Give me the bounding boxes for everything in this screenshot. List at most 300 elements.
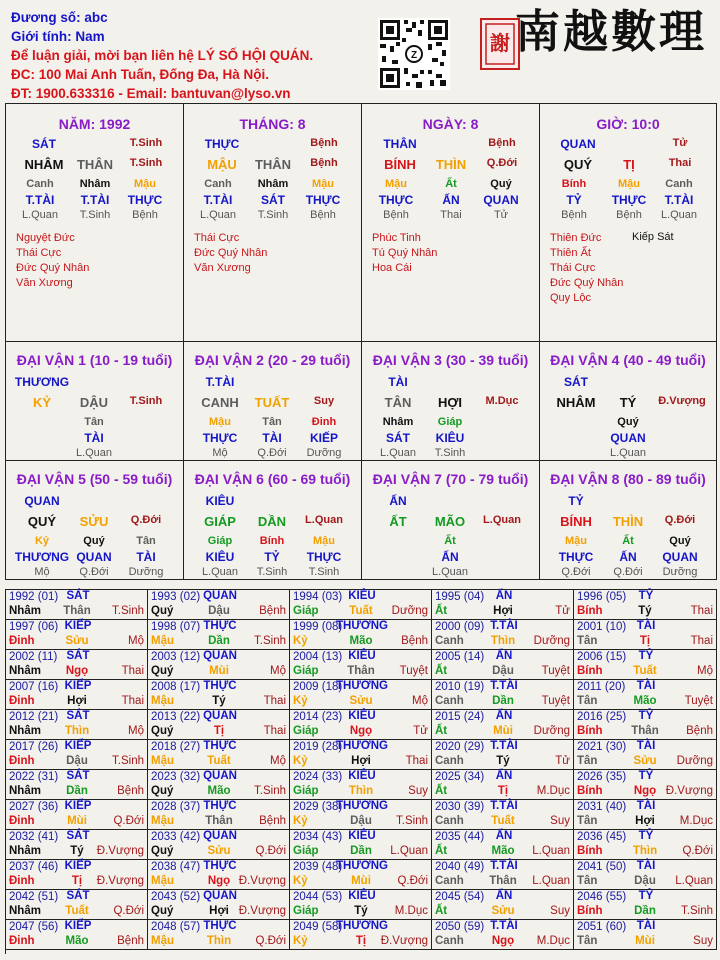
hidden-god: KIÊU xyxy=(435,431,465,445)
year-cell xyxy=(6,920,148,950)
dai-van-1 xyxy=(6,342,184,461)
hidden-stem: Ất xyxy=(622,535,634,547)
life-stage: Bệnh xyxy=(132,209,158,221)
hidden-god: SÁT xyxy=(386,431,410,445)
year-god: THỰC xyxy=(203,620,237,632)
year-cell xyxy=(574,770,717,800)
year-stage: Q.Đới xyxy=(682,845,713,857)
year-cell xyxy=(574,830,717,860)
hidden-stem: Tân xyxy=(262,416,282,428)
dai-van-stage: Q.Đới xyxy=(664,514,696,526)
dai-van-branch: HỢI xyxy=(437,395,463,410)
hidden-god: ẤN xyxy=(442,193,460,207)
year-stem: Giáp xyxy=(293,605,319,617)
year-cell xyxy=(574,920,717,950)
year-stage: M.Dục xyxy=(679,815,713,827)
star-name: Văn Xương xyxy=(16,277,73,289)
star-name: Quy Lộc xyxy=(550,292,591,304)
year-cell xyxy=(574,860,717,890)
branch-star: T.Sinh xyxy=(129,157,163,169)
year-branch: Dậu xyxy=(350,815,372,827)
year-stem: Tân xyxy=(577,815,598,827)
year-god: THỰC xyxy=(203,740,237,752)
pillar-title: NĂM: 1992 xyxy=(58,116,131,132)
year-god: TÀI xyxy=(636,800,656,812)
year-stem: Bính xyxy=(577,665,603,677)
year-stage: Thai xyxy=(263,725,286,737)
year-stage: L.Quan xyxy=(390,845,428,857)
year-branch: Thân xyxy=(63,605,91,617)
life-stage: L.Quan xyxy=(201,566,239,578)
year-stage: Dưỡng xyxy=(391,605,428,617)
year-label: 2028 (37) xyxy=(151,801,201,813)
life-stage: L.Quan xyxy=(199,209,237,221)
life-stage: Q.Đới xyxy=(561,566,591,578)
qr-center-mark: Z xyxy=(410,50,418,61)
year-branch: Mão xyxy=(65,935,89,947)
year-god: TỶ xyxy=(638,890,654,902)
year-god: SÁT xyxy=(66,710,90,722)
year-branch: Mão xyxy=(491,845,515,857)
year-stem: Canh xyxy=(435,635,464,647)
hidden-god: TỶ xyxy=(264,550,280,564)
year-stage: Mộ xyxy=(412,695,428,707)
hidden-god: T.TÀI xyxy=(664,193,694,207)
can-star: Bệnh xyxy=(488,137,516,149)
hidden-god: QUAN xyxy=(483,193,519,207)
dai-van-stem: CANH xyxy=(201,395,239,410)
hidden-stem: Nhâm xyxy=(382,416,414,428)
year-cell xyxy=(148,890,290,920)
dai-van-stem: GIÁP xyxy=(204,514,236,529)
year-label: 2050 (59) xyxy=(435,921,485,933)
life-stage: L.Quan xyxy=(379,447,417,459)
year-god: KIẾP xyxy=(64,860,92,872)
year-god: QUAN xyxy=(203,710,237,722)
year-cell xyxy=(6,890,148,920)
can-god: QUAN xyxy=(560,137,596,151)
can-god: SÁT xyxy=(32,137,56,151)
year-stem: Canh xyxy=(435,935,464,947)
year-label: 2008 (17) xyxy=(151,681,201,693)
hidden-god: QUAN xyxy=(610,431,646,445)
year-cell xyxy=(574,710,717,740)
year-stage: Đ.Vượng xyxy=(238,905,286,917)
year-label: 1994 (03) xyxy=(293,591,343,603)
hidden-god: T.TÀI xyxy=(203,193,233,207)
year-god: TÀI xyxy=(636,860,656,872)
year-god: T.TÀI xyxy=(490,740,518,752)
life-stage: L.Quan xyxy=(75,447,113,459)
year-stem: Ất xyxy=(435,785,448,797)
year-god: THƯƠNG xyxy=(336,620,388,632)
year-cell xyxy=(290,770,432,800)
year-stage: Suy xyxy=(550,815,570,827)
life-stage: L.Quan xyxy=(21,209,59,221)
year-god: THỰC xyxy=(203,860,237,872)
year-cell xyxy=(148,800,290,830)
year-label: 2042 (51) xyxy=(9,891,59,903)
year-stage: Mộ xyxy=(128,635,144,647)
year-cell xyxy=(6,800,148,830)
year-stage: Tuyệt xyxy=(541,695,570,707)
year-cell xyxy=(290,890,432,920)
life-stage: Q.Đới xyxy=(613,566,643,578)
year-cell xyxy=(574,800,717,830)
dai-van-god: TỶ xyxy=(568,494,584,508)
year-stage: Bệnh xyxy=(259,605,286,617)
year-label: 2049 (58) xyxy=(293,921,343,933)
year-cell xyxy=(574,890,717,920)
header xyxy=(0,0,720,100)
year-god: THỰC xyxy=(203,680,237,692)
year-god: TỶ xyxy=(638,830,654,842)
year-branch: Sửu xyxy=(349,695,373,707)
star-name: Nguyệt Đức xyxy=(16,232,75,244)
year-branch: Sửu xyxy=(207,845,231,857)
dai-van-stem: BÍNH xyxy=(560,514,592,529)
year-stem: Canh xyxy=(435,755,464,767)
life-stage: T.Sinh xyxy=(257,209,289,221)
year-stage: T.Sinh xyxy=(112,755,144,767)
year-stem: Ất xyxy=(435,665,448,677)
year-god: ẤN xyxy=(495,710,513,722)
year-stem: Bính xyxy=(577,845,603,857)
year-god: THƯƠNG xyxy=(336,800,388,812)
year-branch: Tị xyxy=(213,725,225,737)
dai-van-title: ĐẠI VẬN 3 (30 - 39 tuổi) xyxy=(372,352,529,368)
year-stem: Đinh xyxy=(9,935,35,947)
year-stage: Q.Đới xyxy=(255,935,286,947)
can-star: Tử xyxy=(672,137,688,149)
year-god: TỶ xyxy=(638,710,654,722)
year-cell xyxy=(432,680,574,710)
red-seal-stamp xyxy=(480,18,520,70)
dai-van-stem: QUÝ xyxy=(27,514,57,529)
hidden-god: QUAN xyxy=(662,550,698,564)
auspicious-stars xyxy=(550,231,623,306)
year-label: 1993 (02) xyxy=(151,591,201,603)
year-god: T.TÀI xyxy=(490,800,518,812)
year-branch: Thân xyxy=(347,665,375,677)
year-god: ẤN xyxy=(495,650,513,662)
year-branch: Mùi xyxy=(635,935,655,947)
life-stage: T.Sinh xyxy=(434,447,466,459)
year-cell xyxy=(432,590,574,620)
year-god: TÀI xyxy=(636,740,656,752)
year-label: 2018 (27) xyxy=(151,741,201,753)
life-stage: T.Sinh xyxy=(256,566,288,578)
pillar-hour xyxy=(540,104,717,342)
dai-van-2 xyxy=(184,342,362,461)
year-label: 2031 (40) xyxy=(577,801,627,813)
year-branch: Tị xyxy=(639,635,651,647)
year-label: 2009 (18) xyxy=(293,681,343,693)
year-branch: Dần xyxy=(350,845,372,857)
dai-van-stage: L.Quan xyxy=(305,514,343,526)
year-stage: Q.Đới xyxy=(255,845,286,857)
dai-van-stage: Đ.Vượng xyxy=(658,395,706,407)
year-stem: Ất xyxy=(435,605,448,617)
year-cell xyxy=(432,650,574,680)
year-stem: Đinh xyxy=(9,635,35,647)
year-stage: T.Sinh xyxy=(681,905,713,917)
year-stem: Bính xyxy=(577,605,603,617)
life-stage: Q.Đới xyxy=(257,447,287,459)
year-branch: Thìn xyxy=(490,635,516,647)
year-label: 1996 (05) xyxy=(577,591,627,603)
star-name: Thái Cực xyxy=(550,262,596,274)
year-stem: Giáp xyxy=(293,665,319,677)
heavenly-stem: QUÝ xyxy=(563,157,593,172)
year-stage: Dưỡng xyxy=(533,725,570,737)
year-god: SÁT xyxy=(66,830,90,842)
year-cell xyxy=(574,680,717,710)
dai-van-stem: KỶ xyxy=(32,395,52,410)
hidden-stem: Canh xyxy=(26,178,54,190)
year-label: 2002 (11) xyxy=(9,651,58,663)
year-branch: Hợi xyxy=(493,605,513,617)
can-god: THÂN xyxy=(383,137,417,151)
year-stage: Mộ xyxy=(128,725,144,737)
year-god: QUAN xyxy=(203,650,237,662)
hidden-stem: Mậu xyxy=(312,178,334,190)
hidden-god: SÁT xyxy=(261,193,285,207)
year-stem: Quý xyxy=(151,725,174,737)
hidden-god: THỰC xyxy=(558,550,594,564)
life-stage: Q.Đới xyxy=(79,566,109,578)
year-branch: Dần xyxy=(492,695,514,707)
year-stage: Suy xyxy=(693,935,713,947)
heavenly-stem: MẬU xyxy=(207,157,237,172)
year-branch: Thìn xyxy=(348,785,374,797)
hidden-stem: Nhâm xyxy=(257,178,289,190)
year-stage: Q.Đới xyxy=(397,875,428,887)
year-cell xyxy=(432,860,574,890)
year-stem: Mậu xyxy=(151,935,174,947)
year-label: 2044 (53) xyxy=(293,891,343,903)
year-branch: Ngọ xyxy=(491,935,515,947)
year-cell xyxy=(432,770,574,800)
year-cell xyxy=(6,710,148,740)
year-branch: Hợi xyxy=(209,905,229,917)
life-stage: T.Sinh xyxy=(308,566,340,578)
year-stem: Nhâm xyxy=(9,845,41,857)
hidden-stem: Giáp xyxy=(207,535,233,547)
year-label: 2039 (48) xyxy=(293,861,343,873)
hidden-god: TÀI xyxy=(262,431,282,445)
star-name: Thái Cực xyxy=(16,247,62,259)
dai-van-stem: TÂN xyxy=(384,395,412,410)
year-label: 2025 (34) xyxy=(435,771,485,783)
life-stage: Dưỡng xyxy=(306,447,342,459)
year-god: T.TÀI xyxy=(490,620,518,632)
can-star: T.Sinh xyxy=(129,137,163,149)
hidden-stem: Mậu xyxy=(618,178,640,190)
pillar-title: GIỜ: 10:0 xyxy=(596,116,660,132)
year-stage: Tử xyxy=(413,725,428,737)
year-stem: Kỷ xyxy=(293,875,308,887)
year-stem: Bính xyxy=(577,785,603,797)
year-god: THỰC xyxy=(203,800,237,812)
year-branch: Thìn xyxy=(64,725,90,737)
hidden-god: ẤN xyxy=(441,550,459,564)
year-cell xyxy=(432,710,574,740)
dai-van-title: ĐẠI VẬN 4 (40 - 49 tuổi) xyxy=(550,352,706,368)
dai-van-title: ĐẠI VẬN 7 (70 - 79 tuổi) xyxy=(372,471,529,487)
year-god: QUAN xyxy=(203,830,237,842)
qr-code[interactable] xyxy=(378,18,450,90)
year-stem: Kỷ xyxy=(293,635,308,647)
life-stage: Bệnh xyxy=(310,209,336,221)
year-stem: Canh xyxy=(435,695,464,707)
star-name: Tú Quý Nhân xyxy=(372,247,438,259)
year-stage: Thai xyxy=(121,665,144,677)
year-label: 2032 (41) xyxy=(9,831,59,843)
year-stem: Nhâm xyxy=(9,665,41,677)
hidden-god: THƯƠNG xyxy=(14,550,70,564)
can-star: Bệnh xyxy=(310,137,338,149)
year-cell xyxy=(574,650,717,680)
year-branch: Sửu xyxy=(491,905,515,917)
contact-phone-email: ĐT: 1900.633316 - Email: bantuvan@lyso.vn xyxy=(11,86,291,101)
year-branch: Thân xyxy=(205,815,233,827)
year-branch: Tuất xyxy=(65,905,89,917)
year-stage: Thai xyxy=(405,755,428,767)
year-branch: Thìn xyxy=(206,935,232,947)
life-stage: Bệnh xyxy=(383,209,409,221)
heavenly-stem: BÍNH xyxy=(384,157,416,172)
dai-van-branch: THÌN xyxy=(612,514,644,529)
year-cell xyxy=(148,590,290,620)
hidden-god: THỰC xyxy=(611,193,647,207)
year-stem: Tân xyxy=(577,695,598,707)
year-label: 2036 (45) xyxy=(577,831,627,843)
year-stem: Mậu xyxy=(151,635,174,647)
brand-calligraphy: 南越數理 xyxy=(515,5,708,58)
hidden-stem: Mậu xyxy=(385,178,407,190)
year-label: 2034 (43) xyxy=(293,831,343,843)
hidden-god: THỰC xyxy=(305,193,341,207)
year-god: QUAN xyxy=(203,770,237,782)
pillar-day xyxy=(362,104,540,342)
year-cell xyxy=(148,710,290,740)
hidden-stem: Bính xyxy=(259,535,285,547)
year-cell xyxy=(290,680,432,710)
year-stage: Đ.Vượng xyxy=(665,785,713,797)
year-god: T.TÀI xyxy=(490,680,518,692)
branch-star: Bệnh xyxy=(310,157,338,169)
star-name: Thiên Đức xyxy=(550,232,602,244)
life-stage: Bệnh xyxy=(561,209,587,221)
year-stem: Mậu xyxy=(151,815,174,827)
year-stem: Bính xyxy=(577,725,603,737)
year-label: 2013 (22) xyxy=(151,711,201,723)
year-cell xyxy=(148,650,290,680)
year-label: 2012 (21) xyxy=(9,711,59,723)
year-branch: Mão xyxy=(207,785,231,797)
hidden-stem: Đinh xyxy=(311,416,337,428)
year-cell xyxy=(148,770,290,800)
year-cell xyxy=(290,620,432,650)
year-god: KIẾP xyxy=(64,800,92,812)
year-label: 2029 (38) xyxy=(293,801,343,813)
year-god: T.TÀI xyxy=(490,860,518,872)
dai-van-god: T.TÀI xyxy=(205,375,235,389)
hidden-god: TÀI xyxy=(136,550,156,564)
dai-van-6 xyxy=(184,461,362,580)
year-stem: Bính xyxy=(577,905,603,917)
hidden-stem: Tân xyxy=(84,416,104,428)
star-name: Phúc Tinh xyxy=(372,232,421,244)
branch-star: Thai xyxy=(668,157,692,169)
dai-van-title: ĐẠI VẬN 8 (80 - 89 tuổi) xyxy=(550,471,706,487)
year-stage: M.Dục xyxy=(536,935,570,947)
year-cell xyxy=(148,620,290,650)
year-label: 2030 (39) xyxy=(435,801,485,813)
dai-van-god: TÀI xyxy=(388,375,408,389)
seal-glyph: 謝 xyxy=(490,31,510,55)
dai-van-title: ĐẠI VẬN 6 (60 - 69 tuổi) xyxy=(194,471,351,487)
year-stem: Quý xyxy=(151,905,174,917)
year-stage: Bệnh xyxy=(117,785,144,797)
year-label: 2048 (57) xyxy=(151,921,201,933)
dai-van-god: KIÊU xyxy=(205,494,235,508)
year-stem: Quý xyxy=(151,605,174,617)
contact-note: Để luận giải, mời bạn liên hệ LÝ SỐ HỘI QUÁN. xyxy=(11,48,314,63)
year-god: ẤN xyxy=(495,590,513,602)
year-label: 2033 (42) xyxy=(151,831,201,843)
earthly-branch: THÌN xyxy=(435,157,467,172)
year-branch: Tý xyxy=(354,905,368,917)
year-cell xyxy=(432,800,574,830)
year-stem: Canh xyxy=(435,875,464,887)
year-stage: Tuyệt xyxy=(399,665,428,677)
year-stage: T.Sinh xyxy=(396,815,428,827)
year-stage: L.Quan xyxy=(532,845,570,857)
year-stage: Tuyệt xyxy=(684,695,713,707)
hidden-god: ẤN xyxy=(619,550,637,564)
dai-van-title: ĐẠI VẬN 5 (50 - 59 tuổi) xyxy=(16,471,173,487)
year-label: 2010 (19) xyxy=(435,681,485,693)
hidden-god: THỰC xyxy=(127,193,163,207)
star-name: Đức Quý Nhân xyxy=(194,247,268,259)
year-branch: Tý xyxy=(638,605,652,617)
hidden-stem: Mậu xyxy=(134,178,156,190)
dai-van-stage: T.Sinh xyxy=(129,395,163,407)
year-branch: Tị xyxy=(497,785,509,797)
year-label: 2014 (23) xyxy=(293,711,343,723)
year-label: 2001 (10) xyxy=(577,621,627,633)
year-branch: Mùi xyxy=(493,725,513,737)
year-stage: Đ.Vượng xyxy=(380,935,428,947)
pillar-year xyxy=(6,104,184,342)
year-branch: Ngọ xyxy=(349,725,373,737)
year-stem: Nhâm xyxy=(9,905,41,917)
year-god: SÁT xyxy=(66,590,90,602)
year-label: 2007 (16) xyxy=(9,681,59,693)
auspicious-stars xyxy=(16,231,89,291)
year-god: TÀI xyxy=(636,680,656,692)
life-stage: Bệnh xyxy=(616,209,642,221)
dai-van-4 xyxy=(540,342,717,461)
can-god: THỰC xyxy=(204,137,240,151)
hidden-god: KIẾP xyxy=(309,431,338,445)
year-cell xyxy=(432,830,574,860)
year-cell xyxy=(148,680,290,710)
year-cell xyxy=(432,620,574,650)
year-stage: Tử xyxy=(555,605,570,617)
